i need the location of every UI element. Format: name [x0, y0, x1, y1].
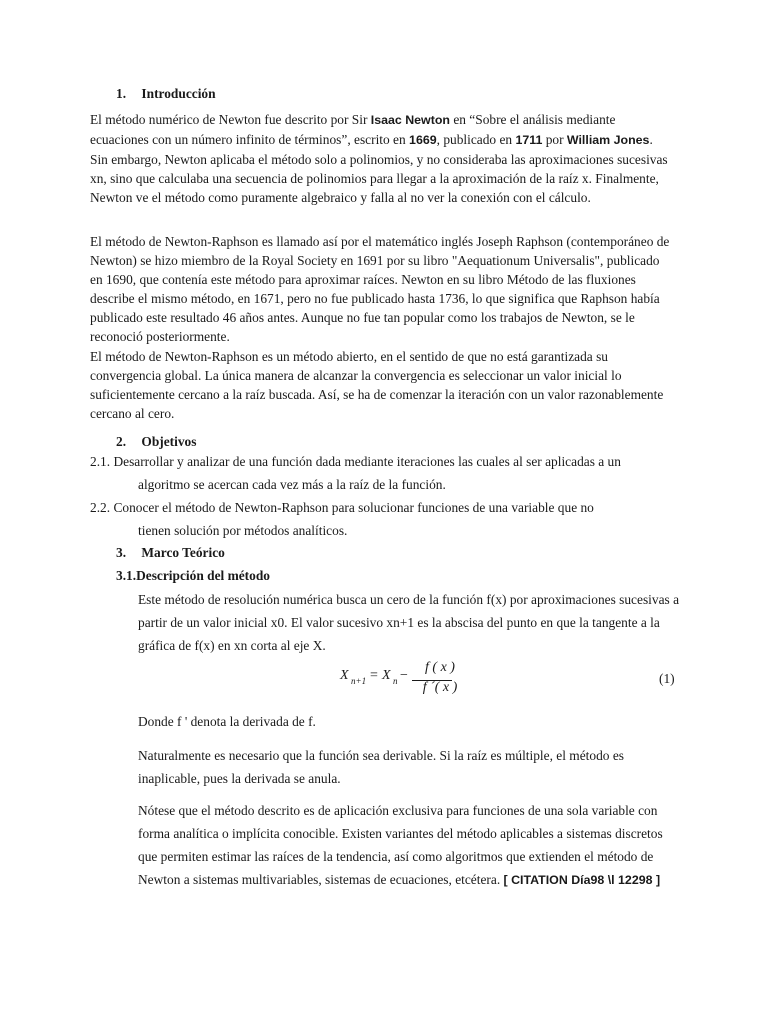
notese-text: Nótese que el método descrito es de aplicación exclusiva para funciones de una sola variable con forma analítica o implícita conocible. Existen variantes del método aplicables a sistemas discretos que permiten estimar las raíces de la tendencia, así como algoritmos que extienden el método de Newton a sistemas multivariables, sistemas de ecuaciones, etcétera. [138, 803, 663, 887]
section-title: Introducción [141, 86, 216, 101]
year: 1669 [409, 133, 437, 147]
text-run: por [542, 132, 567, 147]
text-run: en “Sobre el análisis mediante ecuaciones con un número infinito de términos”, escrito en [90, 112, 616, 147]
intro-paragraph-3: El método de Newton-Raphson es un método abierto, en el sentido de que no está garantizada su convergencia global. La única manera de alcanzar la convergencia es seleccionar un valor inicial lo suficientemente cercano a la raíz buscada. Así, se ha de comenzar la iteración con un valor razonablemente cercano al cero. [90, 349, 664, 421]
year: 1711 [515, 133, 543, 147]
section-title: Objetivos [141, 434, 197, 449]
formula-equals: = [370, 668, 378, 683]
donde-line: Donde f ' denota la derivada de f. [138, 714, 316, 729]
subsection-heading [116, 568, 270, 584]
section-number: 3. [116, 545, 127, 560]
objective-item [90, 496, 690, 519]
equation-number: (1) [659, 671, 675, 686]
objective-text-line1: Conocer el método de Newton-Raphson para solucionar funciones de una variable que no [113, 500, 594, 515]
objective-text-line1: Desarrollar y analizar de una función dada mediante iteraciones las cuales al ser aplicadas a un [113, 454, 621, 469]
intro-paragraph-1 [90, 110, 672, 207]
method-description: Este método de resolución numérica busca un cero de la función f(x) por aproximaciones sucesivas a partir de un valor inicial x0. El valor sucesivo xn+1 es la abscisa del punto en que la tangente a la gráfica de f(x) en xn corta al eje X. [138, 592, 680, 653]
text-run: El método numérico de Newton fue descrito por Sir [90, 112, 371, 127]
formula-x: X [382, 668, 391, 683]
section-title: Marco Teórico [141, 545, 225, 560]
section-number: 1. [116, 86, 127, 101]
author-name: Isaac Newton [370, 113, 450, 127]
formula-lhs-subscript: n+1 [351, 676, 367, 686]
section-number: 2. [116, 434, 127, 449]
subsection-title: Descripción del método [136, 568, 270, 583]
formula-x-subscript: n [393, 676, 398, 686]
objective-number: 2.2. [90, 500, 111, 515]
text-run: , publicado en [436, 132, 516, 147]
section-heading-theory [116, 545, 225, 561]
section-heading-intro [116, 86, 216, 102]
newton-formula [340, 662, 470, 702]
citation-field: [ CITATION Día98 \l 12298 ] [503, 873, 661, 887]
text-run: . Sin embargo, Newton aplicaba el método solo a polinomios, y no consideraba las aproximaciones sucesivas xn, sino que calculaba una secuencia de polinomios para llegar a la aproximación de la raíz x. Finalmente, Newton ve el método como puramente algebraico y falla al no ver la conexión con el cálculo. [90, 132, 668, 205]
intro-paragraph-2: El método de Newton-Raphson es llamado así por el matemático inglés Joseph Raphson (contemporáneo de Newton) se hizo miembro de la Royal Society en 1691 por su libro "Aequationum Universalis", publicado en 1690, que contenía este método para aproximar raíces. Newton en su libro Método de las fluxiones describe el mismo método, en 1671, pero no fue publicado hasta 1736, lo que significa que Raphson había publicado este resultado 46 años antes. Aunque no fue tan popular como los trabajos de Newton, se le reconoció posteriormente. [90, 234, 670, 344]
notese-paragraph [138, 799, 683, 892]
formula-minus: − [400, 668, 408, 683]
objective-number: 2.1. [90, 454, 111, 469]
objective-text-line2: algoritmo se acercan cada vez más a la raíz de la función. [138, 477, 446, 492]
subsection-number: 3.1. [116, 568, 137, 583]
objective-item [90, 450, 690, 473]
section-heading-objectives [116, 434, 196, 450]
formula-denominator: f ´( x ) [422, 680, 458, 695]
formula-lhs: X [340, 668, 349, 683]
objective-text-line2: tienen solución por métodos analíticos. [138, 523, 348, 538]
author-name: William Jones [566, 133, 650, 147]
naturalmente-paragraph: Naturalmente es necesario que la función sea derivable. Si la raíz es múltiple, el método es inaplicable, pues la derivada se anula. [138, 748, 624, 786]
formula-numerator: f ( x ) [425, 660, 455, 675]
